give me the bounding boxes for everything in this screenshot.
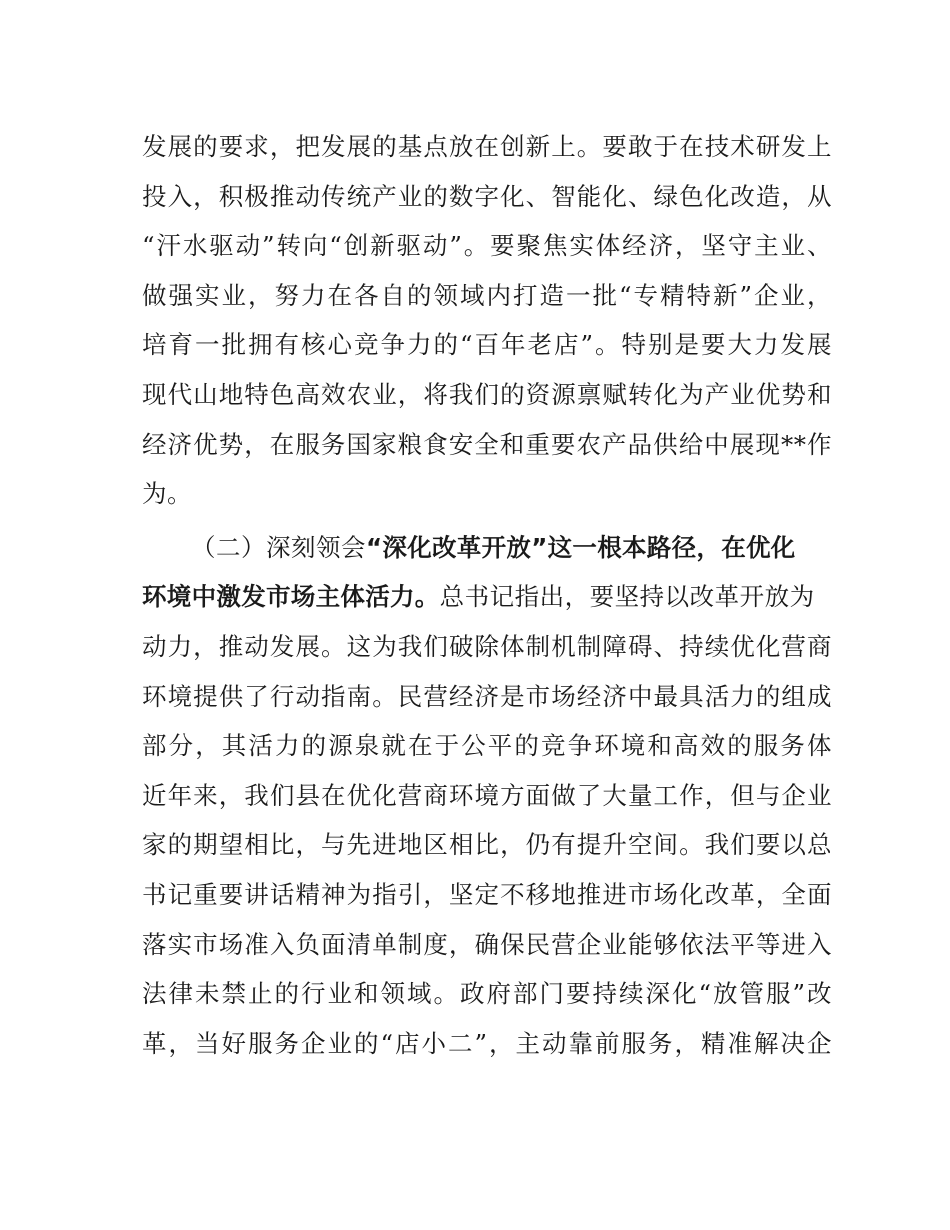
paragraph-reform [142,523,832,1069]
text-line: 培育一批拥有核心竞争力的“百年老店”。特别是要大力发展 [142,330,832,360]
text-line: 家的期望相比，与先进地区相比，仍有提升空间。我们要以总 [142,830,832,860]
text-line: 做强实业，努力在各自的领域内打造一批“专精特新”企业， [142,280,832,310]
section-heading-line [142,572,832,622]
text-line: 近年来，我们县在优化营商环境方面做了大量工作，但与企业 [142,780,832,810]
text-line: 现代山地特色高效农业，将我们的资源禀赋转化为产业优势和 [142,379,832,409]
text-line: 法律未禁止的行业和领域。政府部门要持续深化“放管服”改 [142,979,832,1009]
section-number: （二）深刻领会 [191,532,366,562]
text-line: 经济优势，在服务国家粮食安全和重要农产品供给中展现**作 [142,429,832,459]
text-line: “汗水驱动”转向“创新驱动”。要聚焦实体经济，坚守主业、 [142,231,832,261]
text-line: 投入，积极推动传统产业的数字化、智能化、绿色化改造，从 [142,181,832,211]
text-line: 为。 [142,479,192,509]
text-line: 书记重要讲话精神为指引，坚定不移地推进市场化改革，全面 [142,879,832,909]
document-body [142,122,832,1068]
section-heading-bold: “深化改革开放”这一根本路径，在优化 [366,532,796,562]
paragraph-innovation [142,122,832,519]
text-span: 总书记指出，要坚持以改革开放为 [439,582,815,612]
text-line: 部分，其活力的源泉就在于公平的竞争环境和高效的服务体 [142,731,832,761]
text-line: 落实市场准入负面清单制度，确保民营企业能够依法平等进入 [142,929,832,959]
section-heading-bold: 环境中激发市场主体活力。 [142,582,440,612]
text-line: 革，当好服务企业的“店小二”，主动靠前服务，精准解决企 [142,1028,832,1058]
section-heading-line [142,523,832,573]
text-line: 动力，推动发展。这为我们破除体制机制障碍、持续优化营商 [142,631,832,661]
text-line: 发展的要求，把发展的基点放在创新上。要敢于在技术研发上 [142,132,832,161]
text-line: 环境提供了行动指南。民营经济是市场经济中最具活力的组成 [142,681,832,711]
